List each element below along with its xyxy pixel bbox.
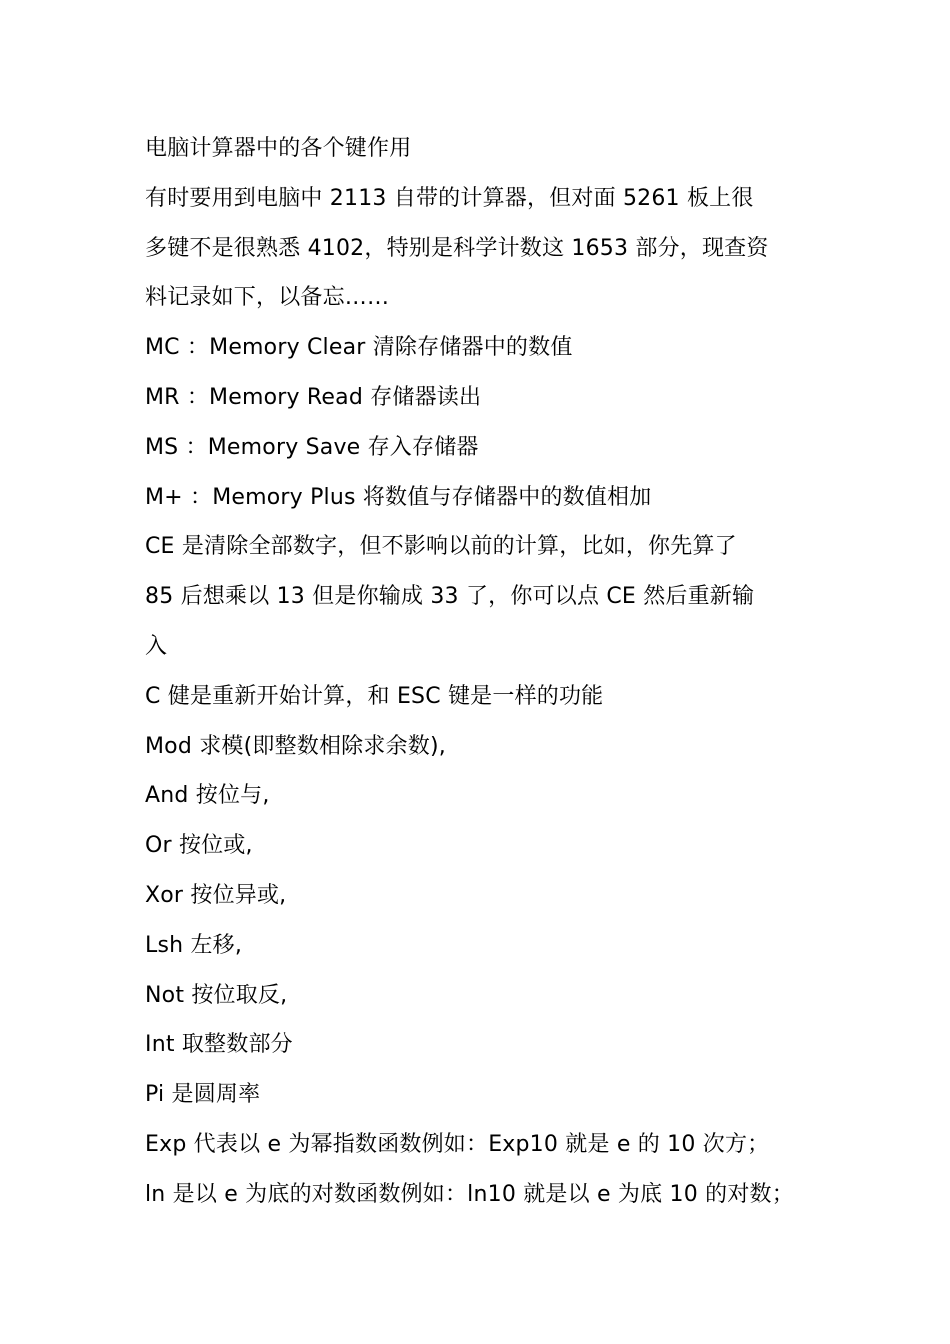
text-line-mc: MC ：Memory Clear 清除存储器中的数值 [145, 335, 573, 361]
text-line: 入 [145, 633, 168, 659]
text-line-and: And 按位与, [145, 783, 270, 809]
document-body [145, 124, 825, 1220]
text-line-or: Or 按位或, [145, 833, 253, 859]
text-line-pi: Pi 是圆周率 [145, 1082, 261, 1108]
text-line: 料记录如下，以备忘…… [145, 285, 390, 311]
text-line: 多键不是很熟悉 4102，特别是科学计数这 1653 部分，现查资 [145, 235, 769, 261]
text-line-ce: CE 是清除全部数字，但不影响以前的计算，比如，你先算了 [145, 534, 737, 560]
text-line-ms: MS ：Memory Save 存入存储器 [145, 434, 479, 460]
text-line-mr: MR ：Memory Read 存储器读出 [145, 384, 482, 410]
text-line-not: Not 按位取反, [145, 982, 288, 1008]
text-line-c: C 健是重新开始计算，和 ESC 键是一样的功能 [145, 683, 604, 709]
text-line-lsh: Lsh 左移, [145, 932, 243, 958]
text-line-mod: Mod 求模(即整数相除求余数), [145, 733, 446, 759]
text-line-ln: ln 是以 e 为底的对数函数例如：ln10 就是以 e 为底 10 的对数； [145, 1181, 794, 1207]
text-line: 85 后想乘以 13 但是你输成 33 了，你可以点 CE 然后重新输 [145, 584, 755, 610]
document-title: 电脑计算器中的各个键作用 [145, 136, 412, 161]
text-line-int: Int 取整数部分 [145, 1032, 293, 1058]
text-line-xor: Xor 按位异或, [145, 882, 287, 908]
text-line-exp: Exp 代表以 e 为幂指数函数例如：Exp10 就是 e 的 10 次方； [145, 1131, 770, 1157]
text-line-m-plus: M+ ：Memory Plus 将数值与存储器中的数值相加 [145, 484, 652, 510]
text-line: 有时要用到电脑中 2113 自带的计算器，但对面 5261 板上很 [145, 185, 754, 211]
